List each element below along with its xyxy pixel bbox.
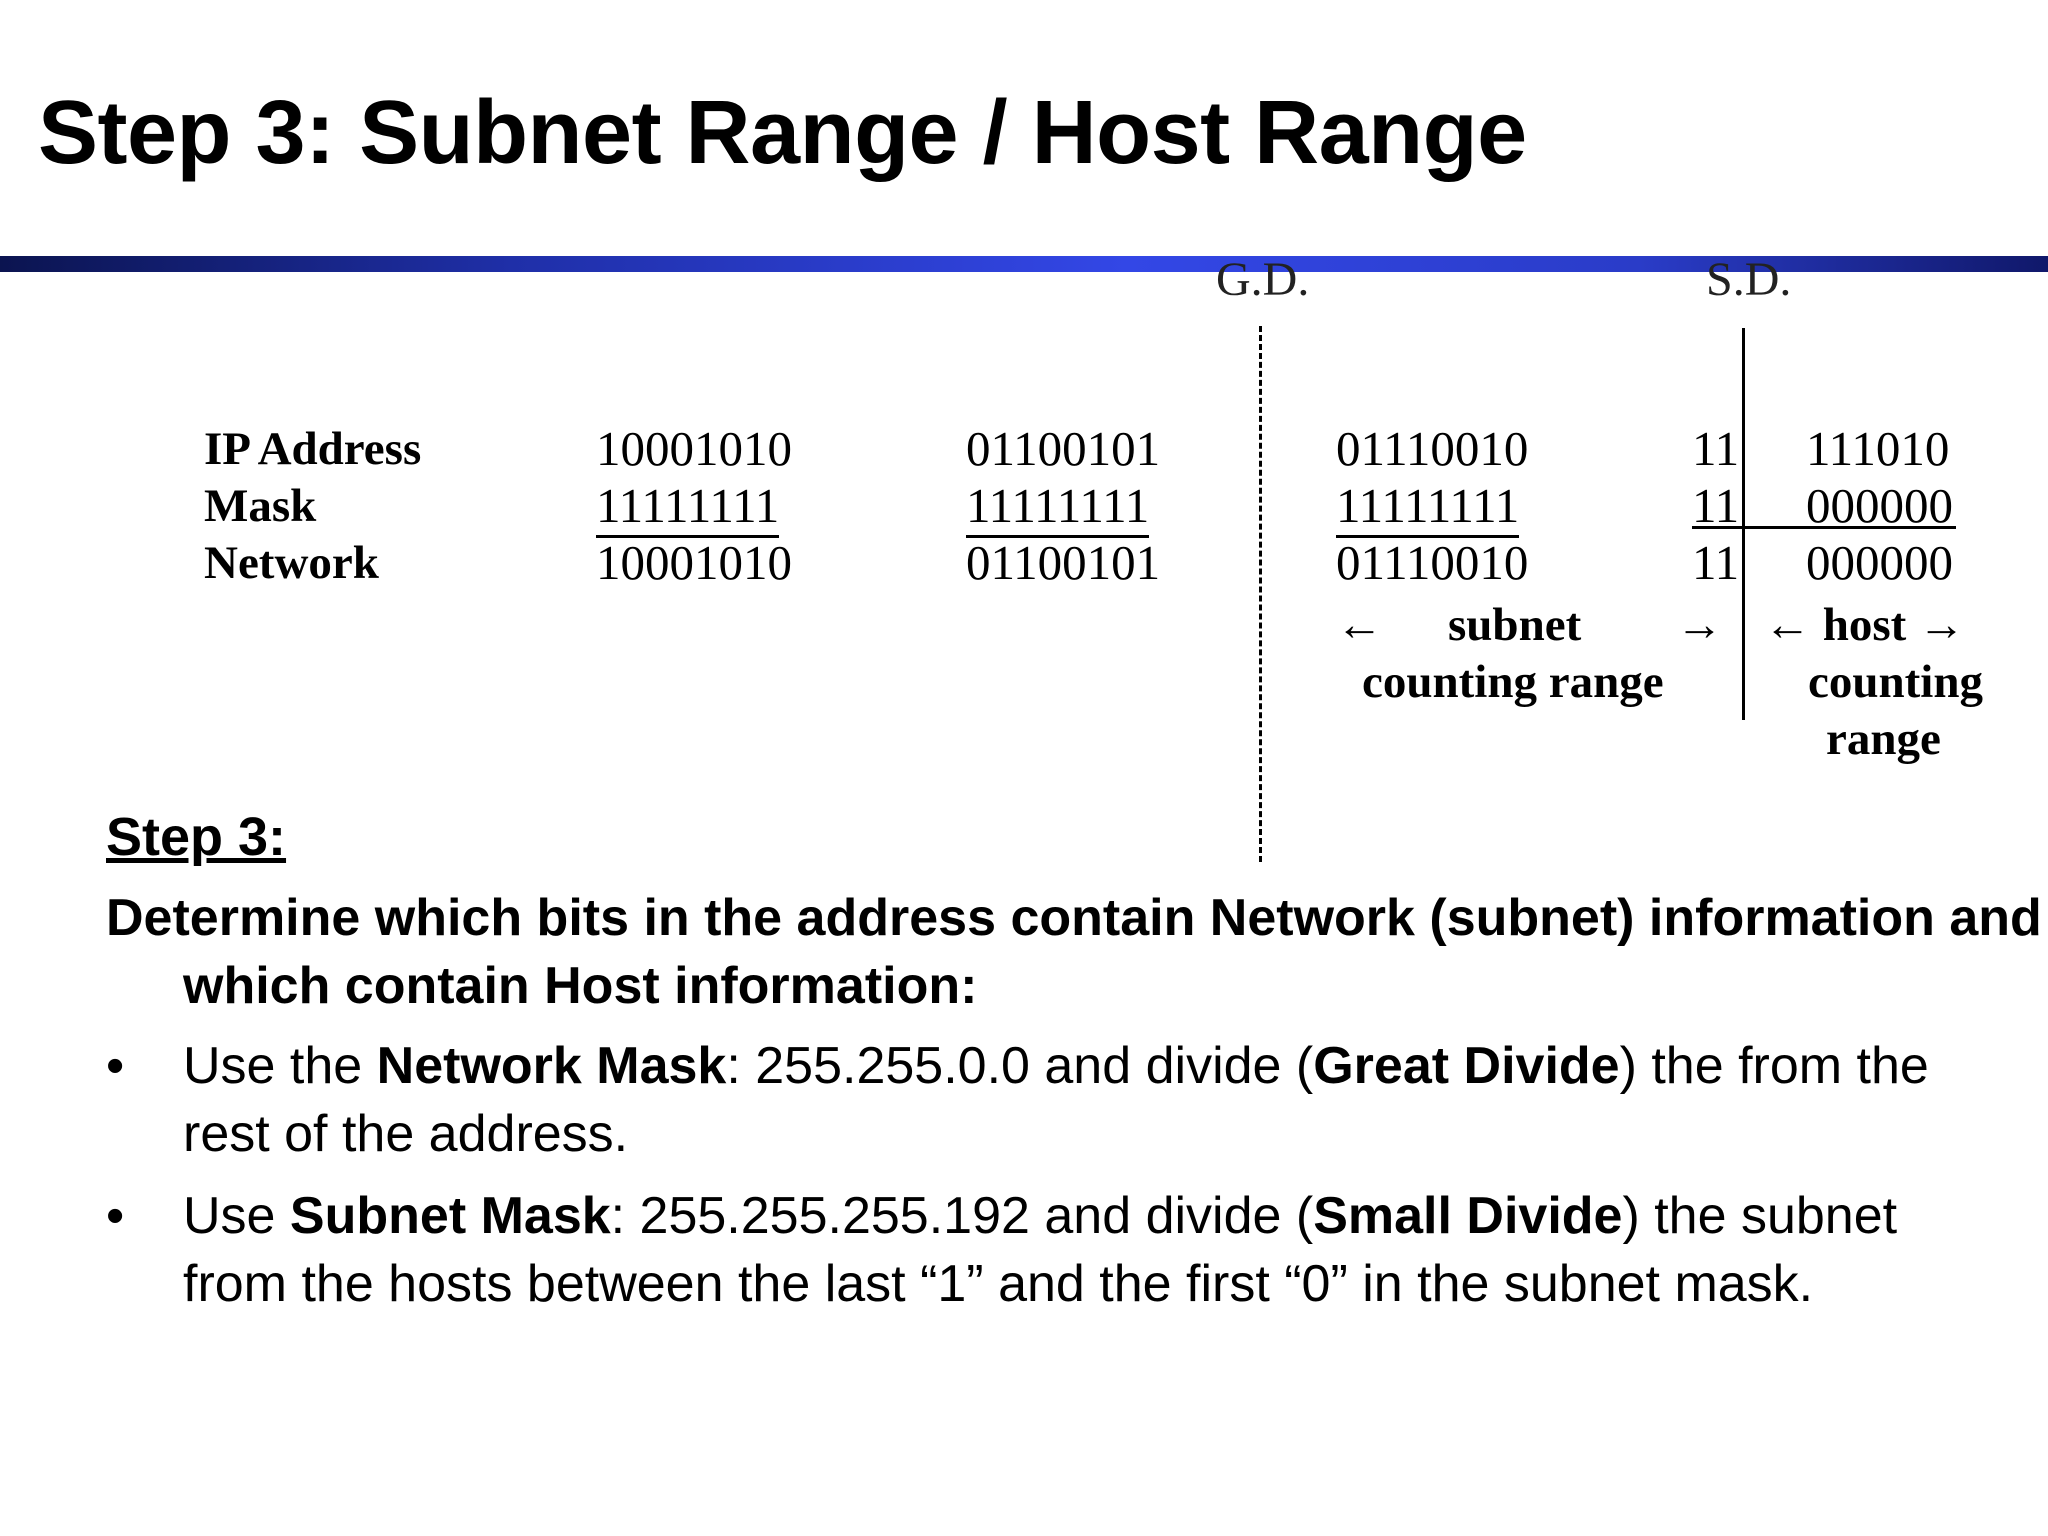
row-label-mask: Mask <box>204 480 317 532</box>
small-divide-label: S.D. <box>1706 253 1792 306</box>
mask-subnet-bits: 11 <box>1692 478 1740 533</box>
mask-octet-3: 11111111 <box>1336 481 1519 530</box>
great-divide-line <box>1259 326 1262 862</box>
host-range-caption-2: range <box>1826 713 1941 765</box>
intro-paragraph: Determine which bits in the address contain Network (subnet) information and which contain Host information: <box>106 889 2042 1015</box>
bullet-text: Use the Network Mask: 255.255.0.0 and divide (Great Divide) the from the rest of the address. <box>183 1037 1929 1163</box>
host-range-label: ← host → <box>1764 599 1966 651</box>
mask-host-bits: 000000 <box>1806 478 1953 533</box>
network-subnet-bits: 11 <box>1692 535 1740 590</box>
ip-subnet-bits: 11 <box>1692 421 1740 476</box>
ip-octet-3: 01110010 <box>1336 421 1529 476</box>
bullet-dot: • <box>106 1037 125 1095</box>
mask-octet-1: 11111111 <box>596 481 779 530</box>
bullet-dot: • <box>106 1187 125 1245</box>
subnet-range-caption: counting range <box>1362 656 1664 708</box>
subnet-range-word: subnet <box>1448 599 1582 651</box>
great-divide-label: G.D. <box>1216 253 1310 306</box>
small-divide-line <box>1742 328 1745 720</box>
row-label-ip-address: IP Address <box>204 423 422 475</box>
bullet-text: Use Subnet Mask: 255.255.255.192 and divide (Small Divide) the subnet from the hosts between the last “1” and the first “0” in the subnet mask. <box>183 1187 1898 1313</box>
subnet-range-left-arrow: ← <box>1336 599 1383 651</box>
slide-title: Step 3: Subnet Range / Host Range <box>38 83 1527 183</box>
subnet-range-right-arrow: → <box>1676 599 1723 651</box>
row-label-network: Network <box>204 537 379 589</box>
ip-octet-1: 10001010 <box>596 421 792 476</box>
network-octet-2: 01100101 <box>966 535 1161 590</box>
ip-octet-2: 01100101 <box>966 421 1161 476</box>
mask-octet-2: 11111111 <box>966 481 1149 530</box>
network-host-bits: 000000 <box>1806 535 1953 590</box>
host-range-caption-1: counting <box>1808 656 1983 708</box>
step-heading: Step 3: <box>106 807 287 867</box>
network-octet-1: 10001010 <box>596 535 792 590</box>
ip-host-bits: 111010 <box>1806 421 1950 476</box>
network-octet-3: 01110010 <box>1336 535 1529 590</box>
